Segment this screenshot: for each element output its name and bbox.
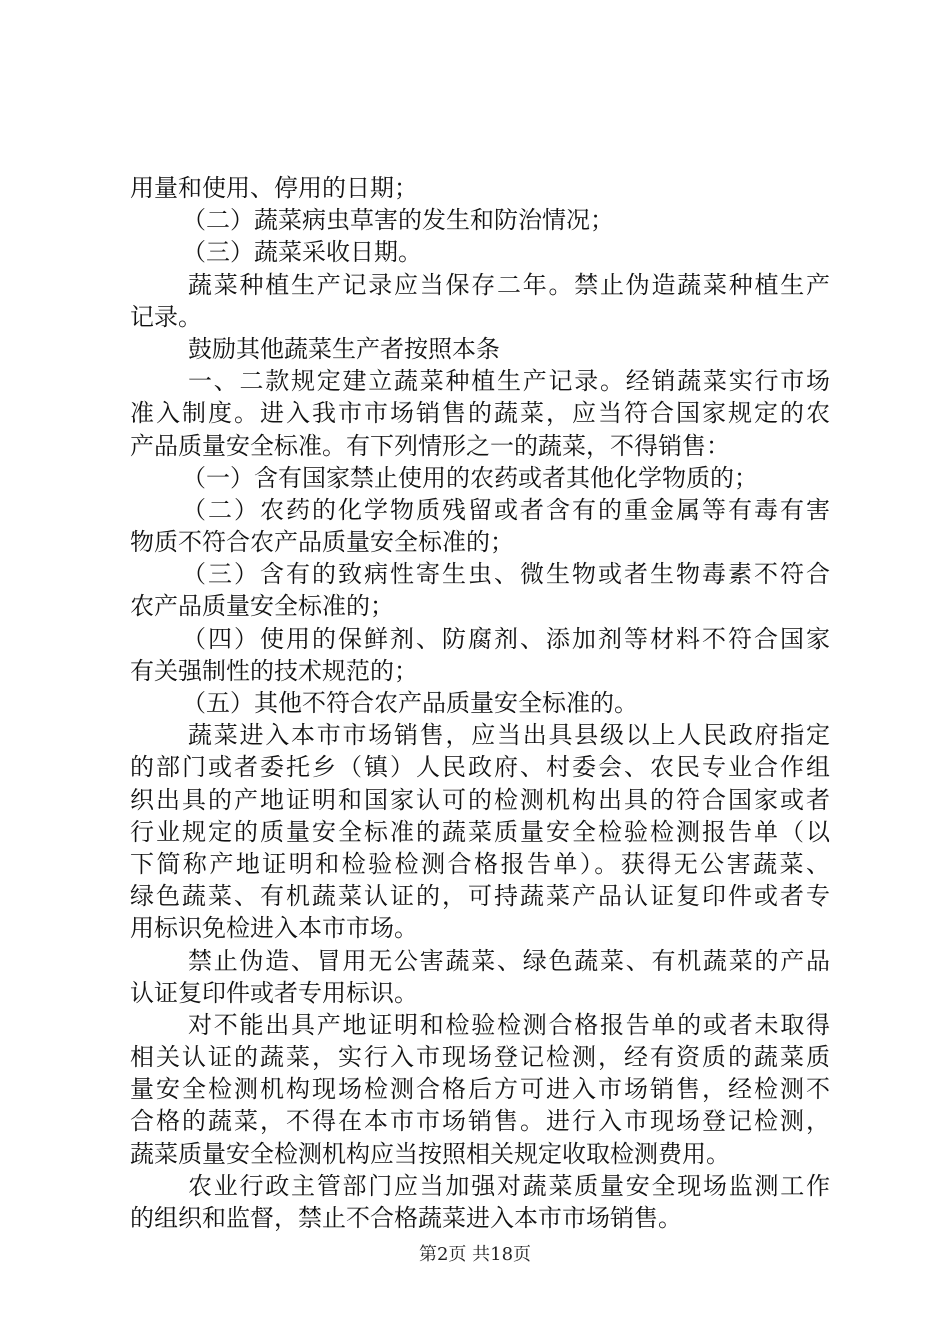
document-line: 一、二款规定建立蔬菜种植生产记录。经销蔬菜实行市场 [188,367,830,396]
document-line: 产品质量安全标准。有下列情形之一的蔬菜，不得销售： [130,431,730,460]
document-line: （四）使用的保鲜剂、防腐剂、添加剂等材料不符合国家 [182,624,830,653]
document-line: （二）农药的化学物质残留或者含有的重金属等有毒有害 [182,495,830,524]
document-line: 用标识免检进入本市市场。 [130,914,418,943]
document-line: 鼓励其他蔬菜生产者按照本条 [188,334,500,363]
document-line: （三）蔬菜采收日期。 [182,238,422,267]
document-line: 认证复印件或者专用标识。 [130,978,418,1007]
document-line: 对不能出具产地证明和检验检测合格报告单的或者未取得 [188,1010,830,1039]
document-body [130,172,830,1234]
page-footer: 第2页 共18页 [418,1244,532,1265]
document-line: 合格的蔬菜，不得在本市市场销售。进行入市现场登记检测， [130,1107,830,1136]
document-line: 行业规定的质量安全标准的蔬菜质量安全检验检测报告单（以 [130,817,830,846]
document-line: 的部门或者委托乡（镇）人民政府、村委会、农民专业合作组 [130,753,830,782]
document-line: 农产品质量安全标准的； [130,592,394,621]
document-line: 的组织和监督，禁止不合格蔬菜进入本市市场销售。 [130,1204,682,1232]
document-line: 记录。 [130,302,202,331]
document-line: 用量和使用、停用的日期； [130,174,418,202]
document-line: 织出具的产地证明和国家认可的检测机构出具的符合国家或者 [130,785,830,814]
document-line: 蔬菜质量安全检测机构应当按照相关规定收取检测费用。 [130,1139,730,1168]
document-line: 有关强制性的技术规范的； [130,656,418,685]
document-line: （三）含有的致病性寄生虫、微生物或者生物毒素不符合 [182,560,830,589]
document-line: （二）蔬菜病虫草害的发生和防治情况； [182,206,614,235]
document-line: 蔬菜进入本市市场销售，应当出具县级以上人民政府指定 [188,721,830,750]
document-line: 准入制度。进入我市市场销售的蔬菜，应当符合国家规定的农 [130,399,830,428]
document-line: 量安全检测机构现场检测合格后方可进入市场销售，经检测不 [130,1075,830,1104]
document-line: 下简称产地证明和检验检测合格报告单）。获得无公害蔬菜、 [130,849,830,878]
document-line: 禁止伪造、冒用无公害蔬菜、绿色蔬菜、有机蔬菜的产品 [188,946,830,975]
document-line: （一）含有国家禁止使用的农药或者其他化学物质的； [182,463,758,492]
document-line: 物质不符合农产品质量安全标准的； [130,528,514,557]
document-line: 绿色蔬菜、有机蔬菜认证的，可持蔬菜产品认证复印件或者专 [130,882,830,911]
document-line: 蔬菜种植生产记录应当保存二年。禁止伪造蔬菜种植生产 [188,270,830,299]
document-line: （五）其他不符合农产品质量安全标准的。 [182,689,638,717]
document-line: 相关认证的蔬菜，实行入市现场登记检测，经有资质的蔬菜质 [130,1043,830,1072]
document-line: 农业行政主管部门应当加强对蔬菜质量安全现场监测工作 [188,1171,830,1200]
